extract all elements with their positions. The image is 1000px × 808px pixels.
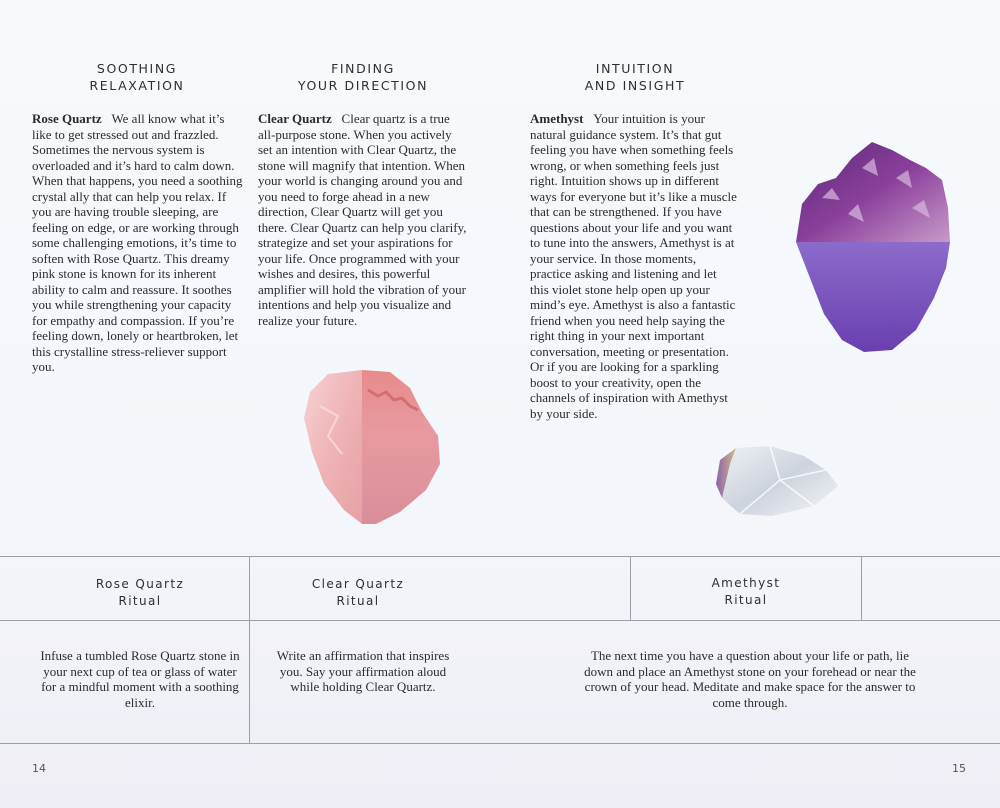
- amethyst-stone-name: Amethyst: [530, 111, 584, 126]
- heading-line-2: RELAXATION: [89, 78, 185, 93]
- rose-quartz-paragraph: [32, 111, 244, 375]
- ritual-bottom-rule: [0, 743, 1000, 744]
- heading-intuition-and-insight: [530, 60, 740, 94]
- rose-quartz-ritual-title: [40, 576, 240, 610]
- rose-quartz-stone-name: Rose Quartz: [32, 111, 102, 126]
- ritual-title-line-2: Ritual: [724, 593, 768, 607]
- page-number-left: 14: [32, 762, 46, 775]
- ritual-divider-2: [630, 556, 631, 621]
- ritual-title-line-2: Ritual: [118, 594, 162, 608]
- ritual-divider-3: [861, 556, 862, 621]
- amethyst-geode-icon: [792, 138, 952, 356]
- rose-quartz-text: We all know what it’s like to get stressed out and frazzled. Sometimes the nervous system is overloaded and it’s hard to calm down. When that happens, you need a soothing crystal ally that can help you relax. If you are having trouble sleeping, are feeling on edge, or are working through some challenging emotions, it’s time to soften with Rose Quartz. This dreamy pink stone is known for its inherent ability to calm and reassure. It soothes you while strengthening your capacity for empathy and compassion. If you’re feeling down, lonely or heartbroken, let this crystalline stress-reliever support you.: [32, 111, 243, 374]
- clear-quartz-text: Clear quartz is a true all-purpose stone. When you actively set an intention with Clear Quartz, the stone will magnify that intention. When your world is changing around you and you need to forge ahead in a new direction, Clear Quartz will get you there. Clear Quartz can help you clarify, strategize and set your aspirations for your life. Once programmed with your wishes and desires, this powerful amplifier will hold the vibration of your intentions and help you visualize and realize your future.: [258, 111, 467, 328]
- ritual-title-line-1: Clear Quartz: [311, 577, 405, 591]
- ritual-divider-1: [249, 556, 250, 744]
- rose-quartz-crystal-icon: [298, 366, 446, 528]
- amethyst-paragraph: [530, 111, 738, 421]
- ritual-title-line-1: Amethyst: [711, 576, 781, 590]
- heading-finding-your-direction: [258, 60, 468, 94]
- heading-line-1: INTUITION: [595, 61, 675, 76]
- ritual-title-line-1: Rose Quartz: [95, 577, 185, 591]
- heading-soothing-relaxation: [32, 60, 242, 94]
- clear-quartz-ritual-title: [258, 576, 458, 610]
- clear-quartz-point-icon: [710, 440, 842, 520]
- heading-line-2: AND INSIGHT: [584, 78, 686, 93]
- clear-quartz-paragraph: [258, 111, 468, 328]
- clear-quartz-stone-name: Clear Quartz: [258, 111, 332, 126]
- ritual-middle-rule: [0, 620, 1000, 621]
- page-number-right: 15: [952, 762, 966, 775]
- rose-quartz-ritual-text: Infuse a tumbled Rose Quartz stone in your next cup of tea or glass of water for a mindful moment with a soothing elixir.: [40, 648, 240, 710]
- clear-quartz-ritual-text: Write an affirmation that inspires you. Say your affirmation aloud while holding Clear Quartz.: [276, 648, 450, 694]
- amethyst-ritual-title: [646, 575, 846, 609]
- ritual-title-line-2: Ritual: [336, 594, 380, 608]
- heading-line-2: YOUR DIRECTION: [297, 78, 429, 93]
- amethyst-text: Your intuition is your natural guidance system. It’s that gut feeling you have when something feels wrong, or when something feels just right. Intuition shows up in different ways for everyone but it’s like a muscle that can be strengthened. If you have questions about your life and you want to tune into the answers, Amethyst is at your service. In those moments, practice asking and listening and let this violet stone help open up your mind’s eye. Amethyst is also a fantastic friend when you need help saying the right thing in your next important conversation, meeting or presentation. Or if you are looking for a sparkling boost to your creativity, open the channels of inspiration with Amethyst by your side.: [530, 111, 737, 421]
- heading-line-1: FINDING: [331, 61, 395, 76]
- ritual-top-rule: [0, 556, 1000, 557]
- amethyst-ritual-text: The next time you have a question about your life or path, lie down and place an Amethyst stone on your forehead or near the crown of your head. Meditate and make space for the answer to come through.: [584, 648, 916, 710]
- heading-line-1: SOOTHING: [96, 61, 178, 76]
